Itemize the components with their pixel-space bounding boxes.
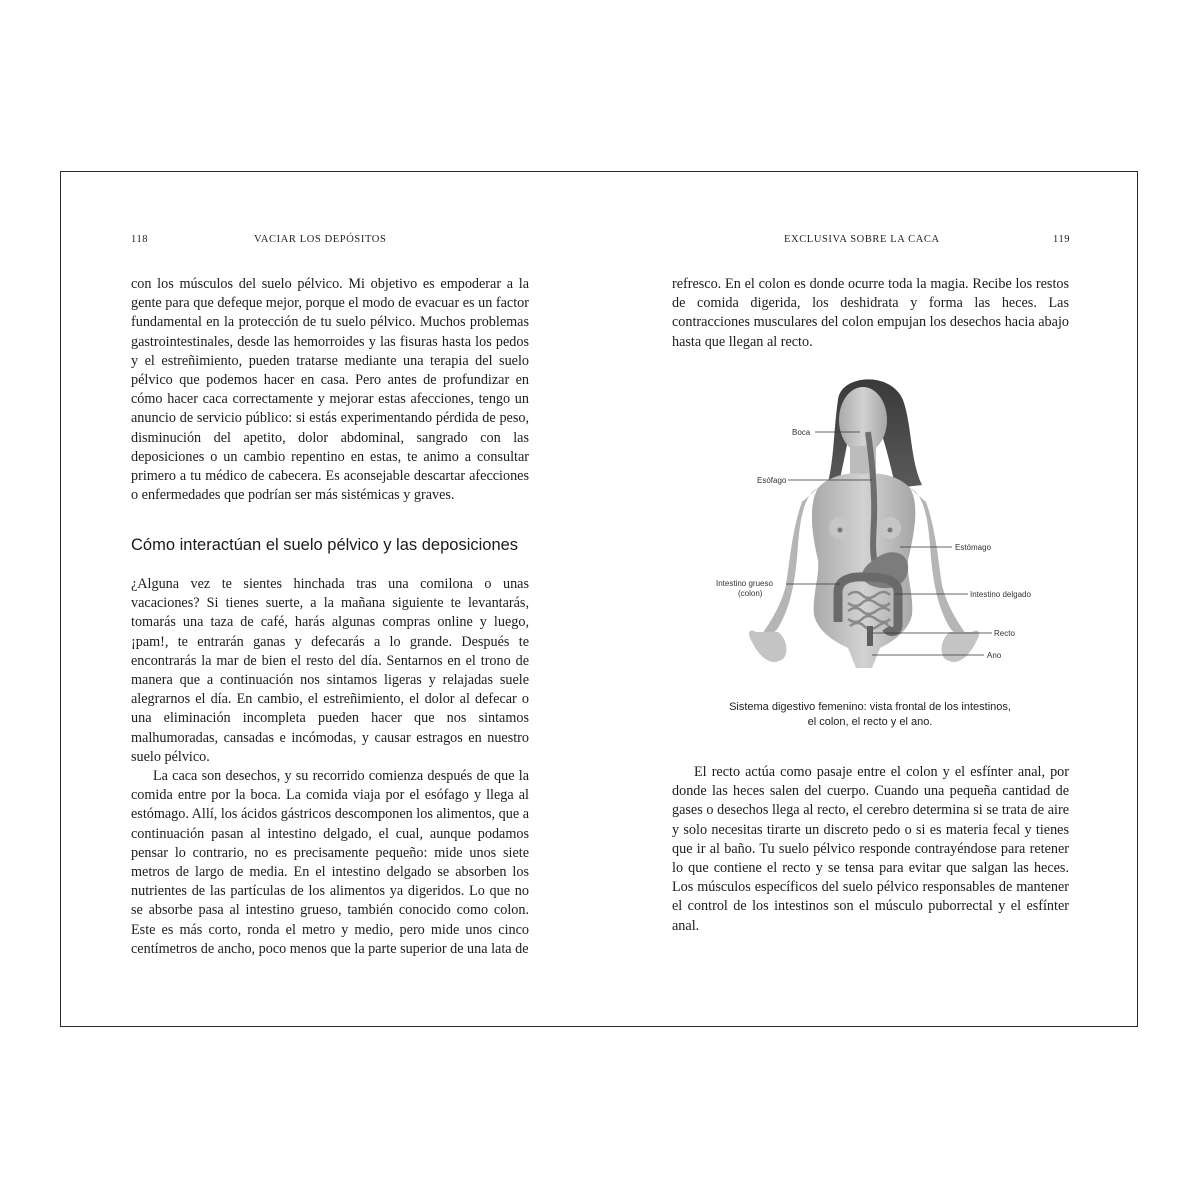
right-top-text bbox=[672, 275, 1069, 352]
left-hand bbox=[749, 630, 786, 662]
label-ano: Ano bbox=[987, 651, 1002, 660]
label-esofago: Esófago bbox=[757, 476, 787, 485]
left-page-number: 118 bbox=[131, 234, 149, 245]
label-estomago: Estómago bbox=[955, 543, 992, 552]
label-recto: Recto bbox=[994, 629, 1015, 638]
left-running-head: VACIAR LOS DEPÓSITOS bbox=[254, 234, 387, 245]
bottom-paragraph: El recto actúa como pasaje entre el colon y el esfínter anal, por donde las heces salen del cuerpo. Cuando una pequeña cantidad de gases o desechos llega al recto, el cerebro determina si se trata de aire y solo necesitas tirarte un discreto pedo o si es materia fecal y tienes que ir al baño. Tu suelo pélvico responde contrayéndose para retener lo que contiene el recto y se tensa para evitar que salgan las heces. Los músculos específicos del suelo pélvico responsables de mantener el control de los intestinos son el músculo puborrectal y el esfínter anal. bbox=[672, 764, 1069, 934]
label-boca: Boca bbox=[792, 428, 811, 437]
left-section-text bbox=[131, 575, 529, 959]
section-heading: Cómo interactúan el suelo pélvico y las deposiciones bbox=[131, 536, 519, 554]
right-bottom-text bbox=[672, 763, 1069, 936]
label-intestino-grueso: Intestino grueso bbox=[716, 579, 773, 588]
section-paragraph-2: La caca son desechos, y su recorrido comienza después de que la comida entre por la boca. La comida viaja por el esófago y llega al estómago. Allí, los ácidos gástricos descomponen los alimentos, que a continuación pasan al intestino delgado, el cual, aunque podamos pensar lo contrario, no es precisamente pequeño: mide unos siete metros de largo de media. En el intestino delgado se absorben los nutrientes de las partículas de los alimentos ya digeridos. Lo que no se absorbe pasa al intestino grueso, también conocido como colon. Este es más corto, ronda el metro y medio, pero mide unos cinco centímetros de ancho, poco menos que la parte superior de una lata de bbox=[131, 768, 529, 957]
left-arm bbox=[758, 488, 818, 641]
head bbox=[839, 387, 887, 453]
right-hand bbox=[942, 630, 979, 662]
caption-line-1: Sistema digestivo femenino: vista frontal de los intestinos, bbox=[729, 701, 1011, 713]
left-intro-text bbox=[131, 275, 529, 505]
intro-paragraph: con los músculos del suelo pélvico. Mi objetivo es empoderar a la gente para que defeque mejor, porque el modo de evacuar es un factor fundamental en la protección de tu suelo pélvico. Muchos problemas gastrointestinales, desde las hemorroides y las fisuras hasta los pedos y el estreñimiento, pueden tratarse mediante una terapia del suelo pélvico que podemos hacer en casa. Pero antes de profundizar en cómo hacer caca correctamente y mejorar estas afecciones, tengo un anuncio de servicio público: si estás experimentando pérdida de peso, disminución del apetito, dolor abdominal, sangrado con las deposiciones o un cambio repentino en estas, te animo a consultar primero a tu médico de cabecera. Es aconsejable descartar afecciones o enfermedades que podrían ser más sistémicas y graves. bbox=[131, 276, 529, 504]
label-colon: (colon) bbox=[738, 589, 763, 598]
right-running-head: EXCLUSIVA SOBRE LA CACA bbox=[784, 234, 940, 245]
top-paragraph: refresco. En el colon es donde ocurre toda la magia. Recibe los restos de comida digerida, los deshidrata y forma las heces. Las contracciones musculares del colon empujan los desechos hacia abajo hasta que llegan al recto. bbox=[672, 276, 1069, 350]
right-nipple bbox=[888, 528, 893, 533]
label-intestino-delgado: Intestino delgado bbox=[970, 590, 1031, 599]
left-nipple bbox=[838, 528, 843, 533]
figure-caption bbox=[700, 700, 1040, 730]
digestive-system-illustration bbox=[700, 370, 1070, 690]
right-arm bbox=[910, 488, 970, 641]
section-paragraph-1: ¿Alguna vez te sientes hinchada tras una comilona o unas vacaciones? Si tienes suerte, a la mañana siguiente te levantarás, tomarás una taza de café, harás algunas compras online y luego, ¡pam!, te entrarán ganas y defecarás a lo grande. Después te encontrarás la mar de bien el resto del día. Sentarnos en el trono de manera que a continuación nos sintamos ligeras y relajadas suele alegrarnos el día. En cambio, el estreñimiento, el dolor al defecar o una eliminación incompleta pueden hacer que nos sintamos malhumoradas, cansadas e incómodas, y causar estragos en nuestro suelo pélvico. bbox=[131, 576, 529, 765]
right-page-number: 119 bbox=[1053, 234, 1071, 245]
caption-line-2: el colon, el recto y el ano. bbox=[807, 716, 933, 728]
